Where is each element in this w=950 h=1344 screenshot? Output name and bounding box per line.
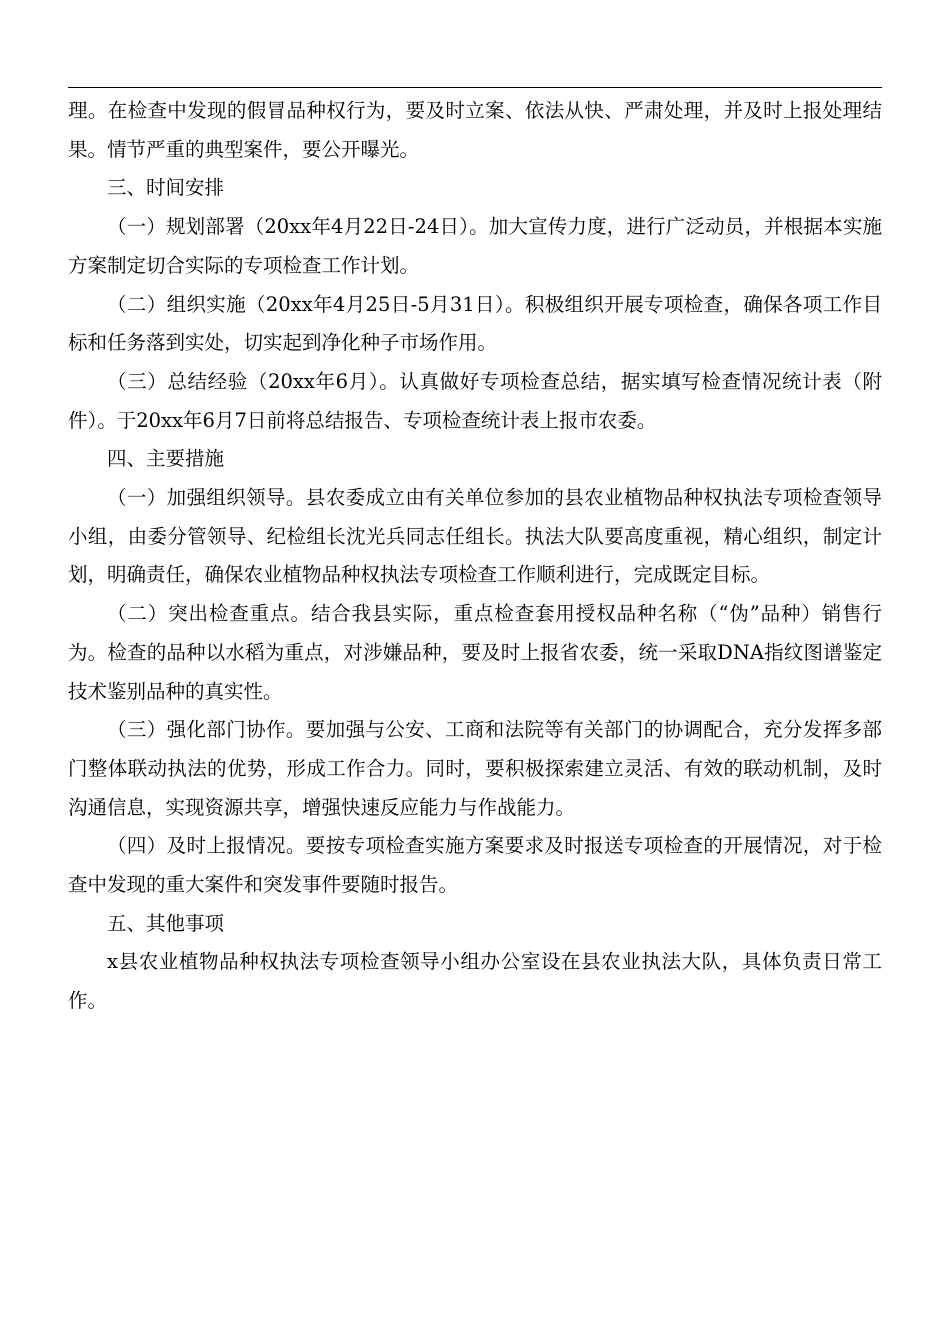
paragraph-planning: （一）规划部署（20xx年4月22日-24日）。加大宣传力度，进行广泛动员，并根据本实施方案制定切合实际的专项检查工作计划。: [68, 215, 882, 277]
section-heading-measures: 四、主要措施: [107, 447, 225, 471]
paragraph-inspection-focus: （二）突出检查重点。结合我县实际，重点检查套用授权品种名称（“伪”品种）销售行为。检查的品种以水稻为重点，对涉嫌品种，要及时上报省农委，统一采取DNA指纹图谱鉴定技术鉴别品种的真实性。: [68, 602, 882, 703]
section-heading-schedule: 三、时间安排: [107, 176, 225, 200]
paragraph-reporting: （四）及时上报情况。要按专项检查实施方案要求及时报送专项检查的开展情况，对于检查中发现的重大案件和突发事件要随时报告。: [68, 834, 882, 897]
paragraph-office: x县农业植物品种权执法专项检查领导小组办公室设在县农业执法大队，具体负责日常工作。: [68, 950, 882, 1013]
document-body: [68, 92, 882, 1021]
paragraph-coordination: （三）强化部门协作。要加强与公安、工商和法院等有关部门的协调配合，充分发挥多部门整体联动执法的优势，形成工作合力。同时，要积极探索建立灵活、有效的联动机制，及时沟通信息，实现资源共享，增强快速反应能力与作战能力。: [68, 718, 882, 819]
paragraph-continuation: 理。在检查中发现的假冒品种权行为，要及时立案、依法从快、严肃处理，并及时上报处理结果。情节严重的典型案件，要公开曝光。: [68, 99, 882, 161]
section-heading-other: 五、其他事项: [107, 911, 225, 935]
paragraph-summary: （三）总结经验（20xx年6月）。认真做好专项检查总结，据实填写检查情况统计表（附件）。于20xx年6月7日前将总结报告、专项检查统计表上报市农委。: [68, 369, 882, 432]
paragraph-leadership: （一）加强组织领导。县农委成立由有关单位参加的县农业植物品种权执法专项检查领导小组，由委分管领导、纪检组长沈光兵同志任组长。执法大队要高度重视，精心组织，制定计划，明确责任，确保农业植物品种权执法专项检查工作顺利进行，完成既定目标。: [68, 486, 882, 587]
header-rule: [68, 87, 882, 88]
paragraph-implementation: （二）组织实施（20xx年4月25日-5月31日）。积极组织开展专项检查，确保各项工作目标和任务落到实处，切实起到净化种子市场作用。: [68, 292, 882, 355]
